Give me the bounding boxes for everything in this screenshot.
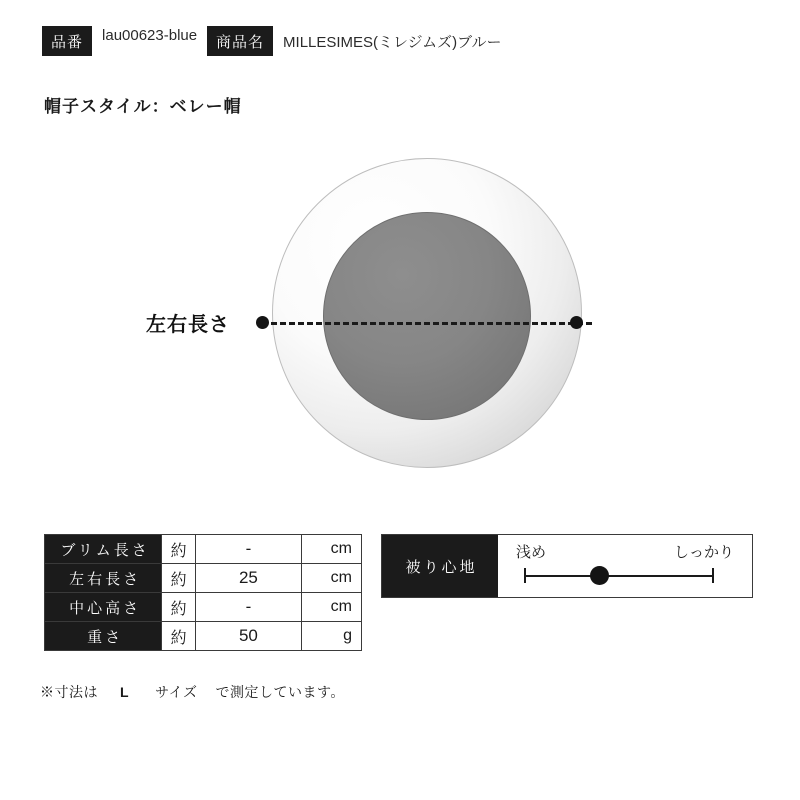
spec-name: 左右長さ <box>45 564 162 593</box>
spec-name: 重さ <box>45 622 162 651</box>
table-row <box>45 535 362 564</box>
spec-value: - <box>196 535 302 564</box>
hat-diagram <box>250 150 610 500</box>
fit-gauge-min-label: 浅め <box>516 544 547 561</box>
spec-approx: 約 <box>162 564 196 593</box>
measure-point-left-icon <box>256 316 269 329</box>
spec-table <box>44 534 362 651</box>
note-middle: サイズ <box>155 684 198 700</box>
spec-unit: cm <box>301 593 361 622</box>
product-name-label: 商品名 <box>207 26 273 56</box>
spec-name: 中心高さ <box>45 593 162 622</box>
measurement-note <box>40 682 345 702</box>
note-before: ※寸法は <box>40 684 98 700</box>
hat-style-line: 帽子スタイル：ベレー帽 <box>44 97 242 116</box>
fit-gauge-max-label: しっかり <box>673 544 734 561</box>
spec-approx: 約 <box>162 535 196 564</box>
fit-gauge-end-labels <box>498 541 752 562</box>
hat-crown-shape <box>323 212 531 420</box>
measure-point-right-icon <box>570 316 583 329</box>
spec-unit: cm <box>301 564 361 593</box>
spec-value: - <box>196 593 302 622</box>
spec-name: ブリム長さ <box>45 535 162 564</box>
note-after: で測定しています。 <box>215 684 345 700</box>
spec-approx: 約 <box>162 593 196 622</box>
fit-gauge-marker <box>590 566 609 585</box>
spec-value: 25 <box>196 564 302 593</box>
fit-gauge-track <box>524 575 714 577</box>
width-measure-line <box>262 322 592 325</box>
fit-gauge-tick-left <box>524 568 526 583</box>
table-row <box>45 593 362 622</box>
spec-unit: g <box>301 622 361 651</box>
fit-gauge <box>381 534 753 598</box>
width-measure-label: 左右長さ <box>146 314 230 336</box>
header-row <box>42 26 501 56</box>
product-name-value: MILLESIMES(ミレジムズ)ブルー <box>283 33 502 51</box>
spec-unit: cm <box>301 535 361 564</box>
table-row <box>45 622 362 651</box>
fit-gauge-label: 被り心地 <box>382 535 498 597</box>
spec-approx: 約 <box>162 622 196 651</box>
table-row <box>45 564 362 593</box>
fit-gauge-tick-right <box>712 568 714 583</box>
fit-gauge-body <box>498 535 752 597</box>
sku-label: 品番 <box>42 26 92 56</box>
sku-value: lau00623-blue <box>102 27 198 44</box>
spec-value: 50 <box>196 622 302 651</box>
note-size: L <box>120 684 130 700</box>
